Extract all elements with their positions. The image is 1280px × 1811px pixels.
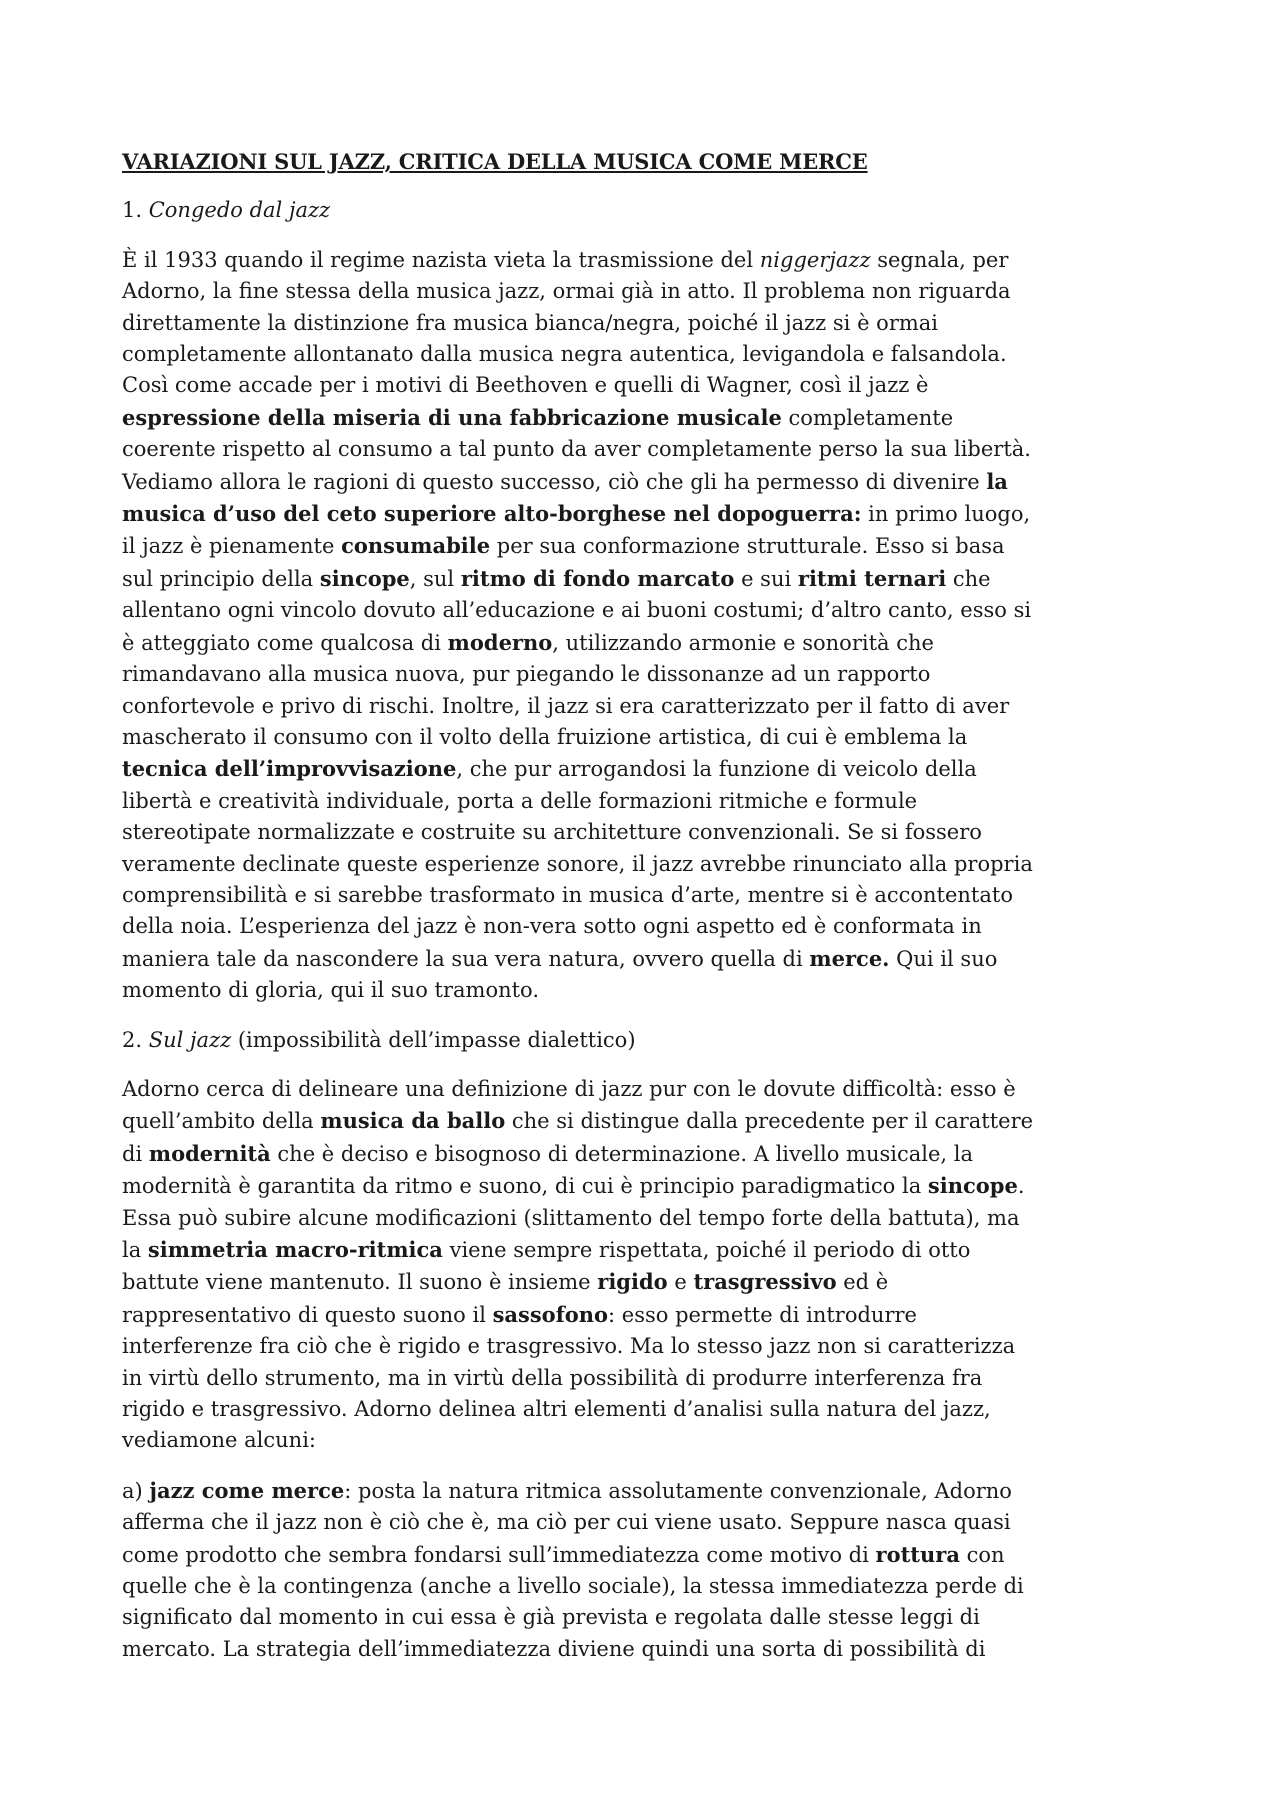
text-line: [122, 498, 1172, 530]
bold-term: moderno: [447, 629, 553, 655]
text-segment: interferenze fra ciò che è rigido e trasgressivo. Ma lo stesso jazz non si caratterizza: [122, 1334, 1016, 1359]
bold-term: tecnica dell’improvvisazione: [122, 756, 457, 782]
text-segment: rigido e trasgressivo. Adorno delinea altri elementi d’analisi sulla natura del jazz,: [122, 1397, 991, 1422]
text-segment: segnala, per: [870, 247, 1009, 272]
bold-term: musica da ballo: [320, 1108, 506, 1134]
section-2-heading: 2. Sul jazz (impossibilità dell’impasse dialettico): [122, 1027, 636, 1052]
text-line: [122, 339, 1172, 370]
section-1-paragraph: [122, 245, 1172, 1007]
text-segment: coerente rispetto al consumo a tal punto da aver completamente perso la sua libertà.: [122, 437, 1031, 462]
text-segment: libertà e creatività individuale, porta a delle formazioni ritmiche e formule: [122, 788, 918, 813]
text-segment: : posta la natura ritmica assolutamente convenzionale, Adorno: [344, 1478, 1012, 1503]
text-line: [122, 753, 1172, 785]
text-segment: mascherato il consumo con il volto della fruizione artistica, di cui è emblema la: [122, 724, 968, 749]
section-2-paragraph: [122, 1074, 1172, 1457]
text-segment: che: [946, 566, 991, 591]
text-segment: Vediamo allora le ragioni di questo successo, ciò che gli ha permesso di divenire: [122, 469, 987, 494]
text-segment: come prodotto che sembra fondarsi sull’immediatezza come motivo di: [122, 1542, 876, 1567]
bold-term: sincope: [319, 565, 410, 591]
text-line: [122, 370, 1172, 401]
bold-term: rottura: [875, 1541, 960, 1567]
bold-term: merce.: [809, 945, 890, 971]
text-line: [122, 1266, 1172, 1298]
text-line: [122, 402, 1172, 434]
bold-term: jazz come merce: [149, 1477, 345, 1503]
text-line: [122, 659, 1172, 690]
text-segment: Essa può subire alcune modificazioni (slittamento del tempo forte della battuta), ma: [122, 1205, 1020, 1230]
text-line: [122, 595, 1172, 626]
text-segment: Qui il suo: [889, 946, 998, 971]
text-line: [122, 691, 1172, 722]
bold-term: consumabile: [341, 533, 491, 559]
text-segment: sul principio della: [122, 566, 320, 591]
text-segment: per sua conformazione strutturale. Esso si basa: [490, 534, 1005, 559]
text-segment: completamente: [781, 405, 954, 430]
bold-term: modernità: [148, 1140, 271, 1166]
text-segment: modernità è garantita da ritmo e suono, di cui è principio paradigmatico la: [122, 1174, 928, 1199]
text-line: [122, 245, 1172, 276]
text-segment: il jazz è pienamente: [122, 534, 342, 559]
text-segment: vediamone alcuni:: [122, 1428, 316, 1453]
italic-term: niggerjazz: [759, 247, 871, 272]
text-segment: Adorno cerca di delineare una definizione di jazz pur con le dovute difficoltà: esso è: [122, 1076, 1016, 1101]
text-segment: .: [1017, 1174, 1025, 1199]
text-segment: , sul: [409, 566, 461, 591]
text-segment: significato dal momento in cui essa è già prevista e regolata dalle stesse leggi di: [122, 1605, 980, 1630]
text-segment: maniera tale da nascondere la sua vera natura, ovvero quella di: [122, 946, 810, 971]
text-segment: mercato. La strategia dell’immediatezza diviene quindi una sorta di possibilità di: [122, 1636, 986, 1661]
text-segment: della noia. L’esperienza del jazz è non-vera sotto ogni aspetto ed è conformata in: [122, 914, 982, 939]
bold-term: sincope: [927, 1173, 1018, 1199]
text-segment: in virtù dello strumento, ma in virtù della possibilità di produrre interferenza fra: [122, 1365, 983, 1390]
text-segment: completamente allontanato dalla musica negra autentica, levigandola e falsandola.: [122, 342, 1007, 367]
bold-term: espressione della miseria di una fabbricazione musicale: [122, 404, 782, 430]
bold-term: rigido: [597, 1269, 668, 1295]
text-line: [122, 563, 1172, 595]
text-segment: che è deciso e bisognoso di determinazione. A livello musicale, la: [270, 1141, 974, 1166]
bold-term: musica d’uso del ceto superiore alto-borghese nel dopoguerra:: [122, 501, 862, 527]
text-line: [122, 1571, 1172, 1602]
section-1-heading: 1. Congedo dal jazz: [122, 198, 331, 223]
text-line: [122, 466, 1172, 498]
text-segment: quell’ambito della: [122, 1109, 321, 1134]
bold-term: ritmo di fondo marcato: [460, 565, 735, 591]
text-segment: e sui: [734, 566, 798, 591]
bold-term: la: [986, 468, 1008, 494]
text-segment: di: [122, 1141, 149, 1166]
text-segment: quelle che è la contingenza (anche a livello sociale), la stessa immediatezza perde di: [122, 1574, 1024, 1599]
text-line: [122, 786, 1172, 817]
text-line: [122, 1507, 1172, 1538]
text-segment: direttamente la distinzione fra musica bianca/negra, poiché il jazz si è ormai: [122, 310, 939, 335]
text-segment: viene sempre rispettata, poiché il periodo di otto: [442, 1238, 971, 1262]
text-segment: a): [122, 1478, 150, 1503]
text-line: [122, 1203, 1172, 1234]
bold-term: trasgressivo: [693, 1269, 837, 1295]
text-segment: : esso permette di introdurre: [608, 1302, 917, 1327]
text-segment: ed è: [836, 1270, 889, 1295]
text-segment: e: [667, 1270, 694, 1295]
text-line: [122, 880, 1172, 911]
bold-term: sassofono: [492, 1301, 609, 1327]
text-line: [122, 434, 1172, 465]
text-line: [122, 849, 1172, 880]
text-segment: che si distingue dalla precedente per il carattere: [505, 1109, 1034, 1134]
text-segment: rappresentativo di questo suono il: [122, 1302, 493, 1327]
text-segment: Così come accade per i motivi di Beethoven e quelli di Wagner, così il jazz è: [122, 373, 929, 398]
bold-term: simmetria macro-ritmica: [147, 1237, 443, 1262]
text-line: [122, 530, 1172, 562]
text-segment: è atteggiato come qualcosa di: [122, 630, 448, 655]
text-line: [122, 1299, 1172, 1331]
text-segment: afferma che il jazz non è ciò che è, ma ciò per cui viene usato. Seppure nasca quasi: [122, 1510, 1011, 1535]
document-title: VARIAZIONI SUL JAZZ, CRITICA DELLA MUSICA COME MERCE: [122, 149, 868, 174]
text-segment: in primo luogo,: [861, 502, 1031, 527]
text-line: [122, 627, 1172, 659]
text-segment: comprensibilità e si sarebbe trasformato in musica d’arte, mentre si è accontentato: [122, 882, 1013, 907]
text-line: [122, 975, 1172, 1006]
text-segment: rimandavano alla musica nuova, pur piegando le dissonanze ad un rapporto: [122, 662, 931, 687]
text-segment: confortevole e privo di rischi. Inoltre, il jazz si era caratterizzato per il fatto di aver: [122, 693, 1010, 718]
text-line: [122, 1539, 1172, 1571]
text-segment: con: [959, 1542, 1005, 1567]
text-segment: allentano ogni vincolo dovuto all’educazione e ai buoni costumi; d’altro canto, esso si: [122, 598, 1032, 623]
text-line: [122, 308, 1172, 339]
text-line: [122, 1602, 1172, 1633]
section-2-list-item-a: [122, 1475, 1172, 1665]
text-line: [122, 1475, 1172, 1507]
text-segment: , che pur arrogandosi la funzione di veicolo della: [456, 757, 977, 782]
text-segment: , utilizzando armonie e sonorità che: [552, 630, 934, 655]
text-line: [122, 1363, 1172, 1394]
bold-term: ritmi ternari: [797, 565, 947, 591]
text-segment: momento di gloria, qui il suo tramonto.: [122, 978, 539, 1003]
text-line: [122, 1138, 1172, 1170]
text-line: [122, 722, 1172, 753]
text-line: [122, 1170, 1172, 1202]
text-line: [122, 276, 1172, 307]
text-line: [122, 943, 1172, 975]
text-line: [122, 1394, 1172, 1425]
text-line: [122, 1234, 1172, 1266]
text-segment: Adorno, la fine stessa della musica jazz, ormai già in atto. Il problema non riguarda: [122, 279, 1011, 304]
text-segment: veramente declinate queste esperienze sonore, il jazz avrebbe rinunciato alla propria: [122, 851, 1033, 876]
text-segment: battute viene mantenuto. Il suono è insieme: [122, 1270, 598, 1295]
text-segment: È il 1933 quando il regime nazista vieta la trasmissione del: [122, 247, 760, 272]
text-line: [122, 1074, 1172, 1105]
text-line: [122, 1634, 1172, 1665]
text-line: [122, 1331, 1172, 1362]
text-line: [122, 911, 1172, 942]
text-line: [122, 1105, 1172, 1137]
text-line: [122, 817, 1172, 848]
document-page: [122, 146, 1172, 1683]
text-line: [122, 1425, 1172, 1456]
text-segment: stereotipate normalizzate e costruite su architetture convenzionali. Se si fossero: [122, 820, 982, 845]
text-segment: la: [122, 1238, 148, 1262]
